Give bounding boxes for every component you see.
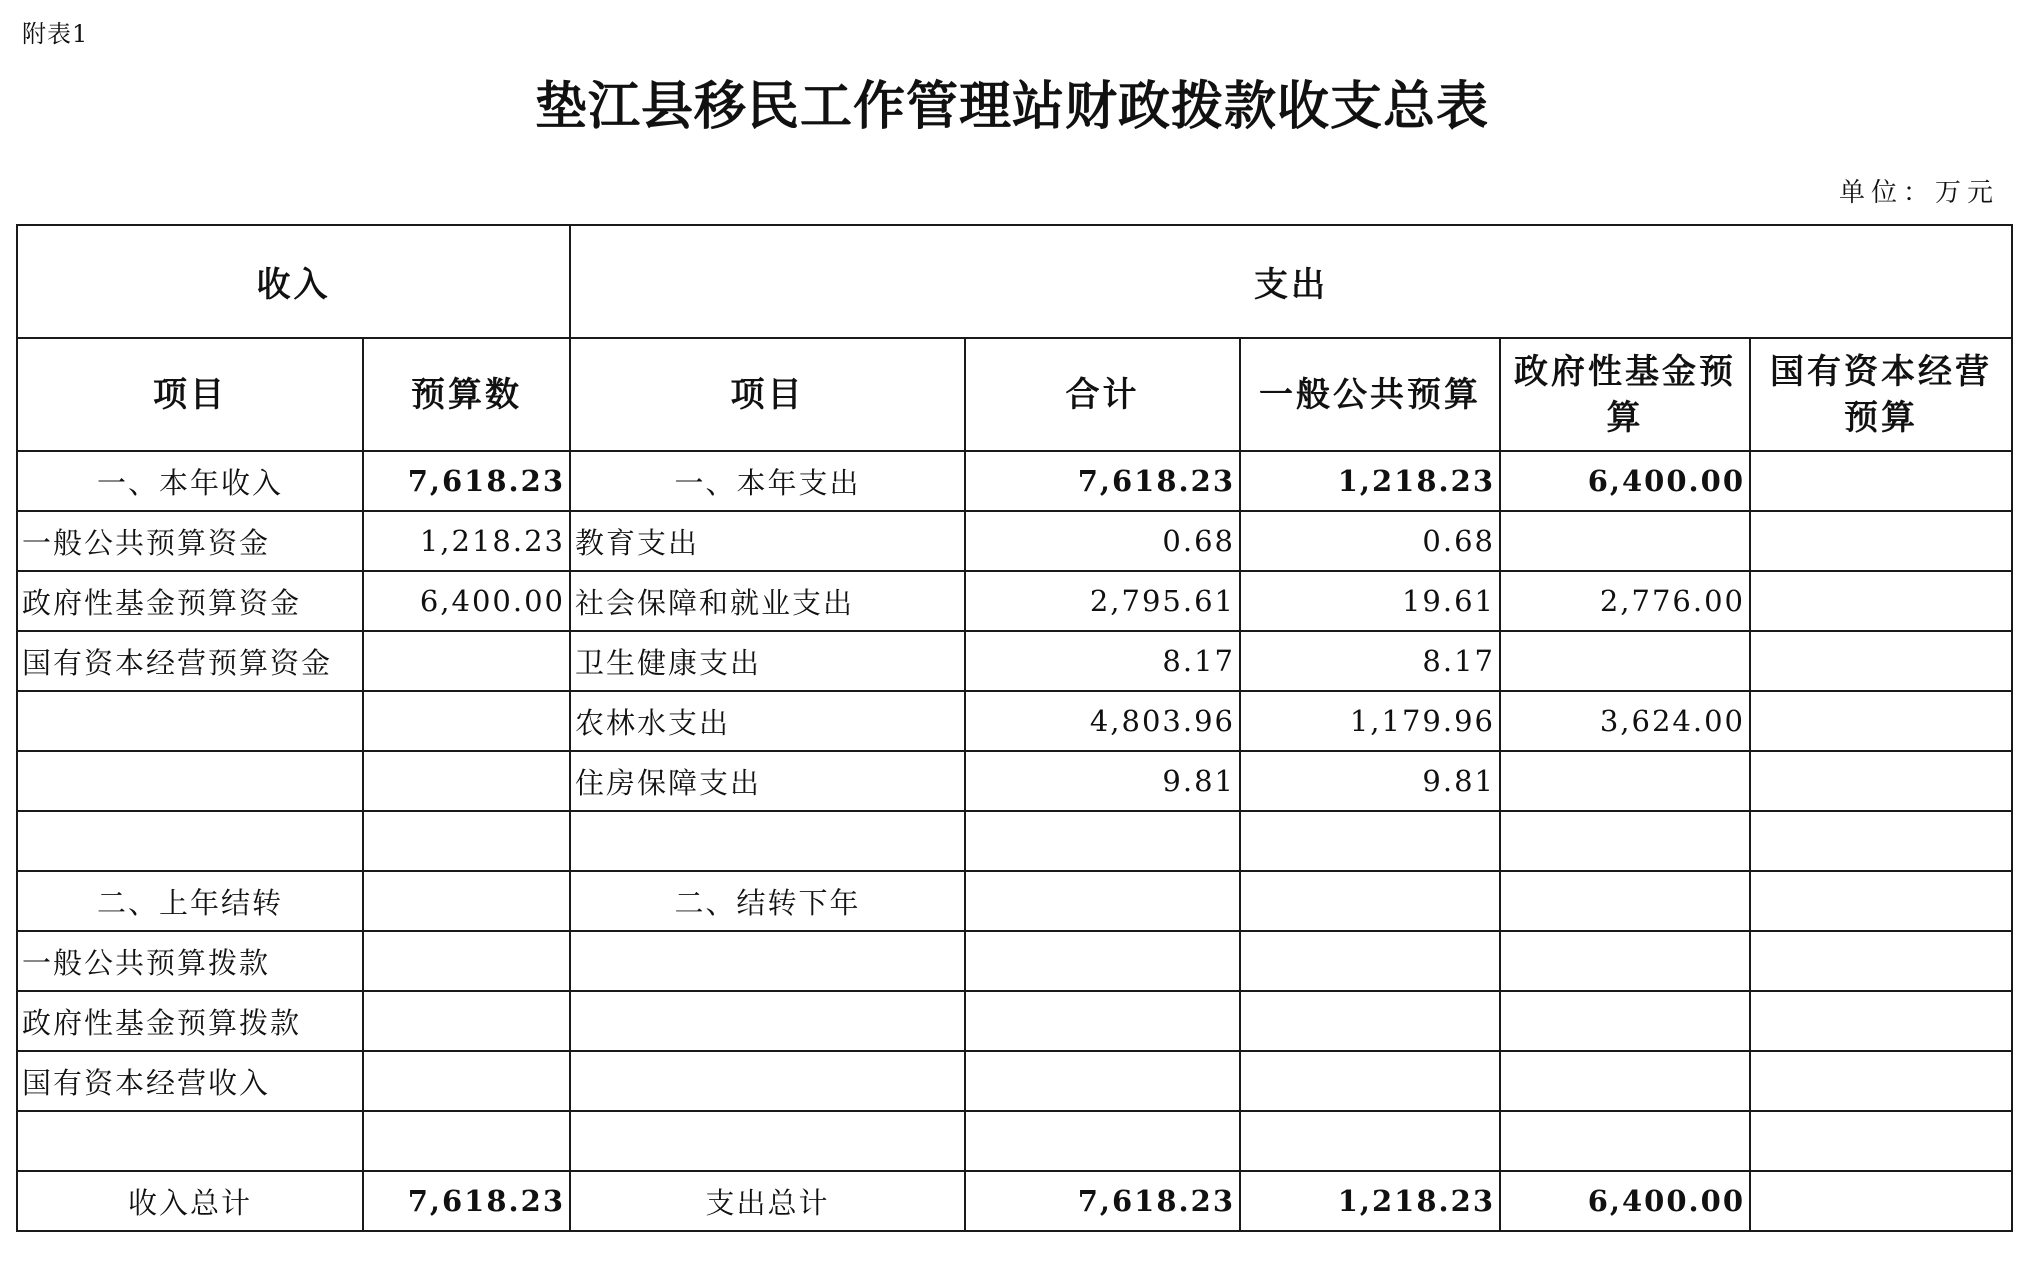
expense-item-cell: 农林水支出 (570, 691, 965, 751)
table-row-grand-total (17, 1171, 2012, 1231)
col-income-budget-header: 预算数 (363, 338, 570, 451)
fund-budget-cell (1500, 871, 1750, 931)
total-cell: 7,618.23 (965, 1171, 1240, 1231)
income-item-cell: 政府性基金预算资金 (17, 571, 363, 631)
total-cell: 9.81 (965, 751, 1240, 811)
income-budget-cell (363, 811, 570, 871)
income-item-cell: 一、本年收入 (17, 451, 363, 511)
expense-item-cell: 社会保障和就业支出 (570, 571, 965, 631)
expense-item-cell (570, 931, 965, 991)
income-item-cell: 政府性基金预算拨款 (17, 991, 363, 1051)
total-cell: 0.68 (965, 511, 1240, 571)
income-item-cell: 国有资本经营收入 (17, 1051, 363, 1111)
state-capital-cell (1750, 451, 2012, 511)
general-budget-cell (1240, 931, 1500, 991)
total-cell (965, 1051, 1240, 1111)
income-budget-cell (363, 751, 570, 811)
total-cell: 2,795.61 (965, 571, 1240, 631)
expense-section-header: 支出 (570, 225, 2012, 338)
general-budget-cell: 1,218.23 (1240, 451, 1500, 511)
state-capital-cell (1750, 991, 2012, 1051)
income-section-header: 收入 (17, 225, 570, 338)
col-state-header: 国有资本经营预算 (1750, 338, 2012, 451)
total-cell: 8.17 (965, 631, 1240, 691)
table-row (17, 691, 2012, 751)
general-budget-cell: 0.68 (1240, 511, 1500, 571)
state-capital-cell (1750, 691, 2012, 751)
general-budget-cell: 1,218.23 (1240, 1171, 1500, 1231)
column-header-row (17, 338, 2012, 451)
fund-budget-cell (1500, 931, 1750, 991)
state-capital-cell (1750, 1111, 2012, 1171)
expense-item-cell (570, 811, 965, 871)
income-total-label: 收入总计 (17, 1171, 363, 1231)
table-row (17, 451, 2012, 511)
total-cell (965, 991, 1240, 1051)
income-item-cell: 一般公共预算拨款 (17, 931, 363, 991)
table-row (17, 571, 2012, 631)
fund-budget-cell: 2,776.00 (1500, 571, 1750, 631)
col-general-header: 一般公共预算 (1240, 338, 1500, 451)
expense-item-cell (570, 1051, 965, 1111)
income-item-cell (17, 691, 363, 751)
col-total-header: 合计 (965, 338, 1240, 451)
income-total-value: 7,618.23 (363, 1171, 570, 1231)
total-cell (965, 931, 1240, 991)
income-budget-cell (363, 691, 570, 751)
total-cell (965, 871, 1240, 931)
annex-label: 附表1 (22, 20, 89, 48)
income-budget-cell (363, 1051, 570, 1111)
income-budget-cell: 1,218.23 (363, 511, 570, 571)
general-budget-cell (1240, 811, 1500, 871)
total-cell: 7,618.23 (965, 451, 1240, 511)
state-capital-cell (1750, 631, 2012, 691)
col-fund-header: 政府性基金预算 (1500, 338, 1750, 451)
unit-label: 单位：万元 (1838, 178, 1999, 208)
total-cell: 4,803.96 (965, 691, 1240, 751)
table-row (17, 931, 2012, 991)
fund-budget-cell (1500, 751, 1750, 811)
col-income-item-header: 项目 (17, 338, 363, 451)
income-budget-cell (363, 931, 570, 991)
table-row (17, 1111, 2012, 1171)
state-capital-cell (1750, 931, 2012, 991)
general-budget-cell (1240, 1051, 1500, 1111)
expense-item-cell (570, 991, 965, 1051)
income-budget-cell: 7,618.23 (363, 451, 570, 511)
income-budget-cell: 6,400.00 (363, 571, 570, 631)
table-row (17, 991, 2012, 1051)
general-budget-cell: 1,179.96 (1240, 691, 1500, 751)
income-item-cell (17, 1111, 363, 1171)
expense-item-cell: 二、结转下年 (570, 871, 965, 931)
income-budget-cell (363, 871, 570, 931)
income-item-cell (17, 751, 363, 811)
income-budget-cell (363, 1111, 570, 1171)
total-cell (965, 811, 1240, 871)
expense-item-cell (570, 1111, 965, 1171)
income-item-cell: 国有资本经营预算资金 (17, 631, 363, 691)
expense-total-label: 支出总计 (570, 1171, 965, 1231)
income-item-cell: 二、上年结转 (17, 871, 363, 931)
fund-budget-cell: 6,400.00 (1500, 1171, 1750, 1231)
fund-budget-cell (1500, 991, 1750, 1051)
table-row (17, 751, 2012, 811)
table-row (17, 631, 2012, 691)
general-budget-cell (1240, 991, 1500, 1051)
fund-budget-cell (1500, 1111, 1750, 1171)
total-cell (965, 1111, 1240, 1171)
page-title: 垫江县移民工作管理站财政拨款收支总表 (534, 76, 1489, 137)
fund-budget-cell (1500, 811, 1750, 871)
fund-budget-cell (1500, 631, 1750, 691)
income-budget-cell (363, 631, 570, 691)
budget-table (16, 224, 2013, 1232)
expense-item-cell: 卫生健康支出 (570, 631, 965, 691)
income-budget-cell (363, 991, 570, 1051)
table-row (17, 511, 2012, 571)
general-budget-cell: 9.81 (1240, 751, 1500, 811)
table-row (17, 811, 2012, 871)
fund-budget-cell: 3,624.00 (1500, 691, 1750, 751)
income-item-cell (17, 811, 363, 871)
expense-item-cell: 教育支出 (570, 511, 965, 571)
general-budget-cell: 19.61 (1240, 571, 1500, 631)
state-capital-cell (1750, 871, 2012, 931)
state-capital-cell (1750, 751, 2012, 811)
expense-item-cell: 一、本年支出 (570, 451, 965, 511)
fund-budget-cell (1500, 1051, 1750, 1111)
income-item-cell: 一般公共预算资金 (17, 511, 363, 571)
table-row (17, 871, 2012, 931)
fund-budget-cell: 6,400.00 (1500, 451, 1750, 511)
state-capital-cell (1750, 1171, 2012, 1231)
section-header-row (17, 225, 2012, 338)
general-budget-cell (1240, 871, 1500, 931)
col-expense-item-header: 项目 (570, 338, 965, 451)
state-capital-cell (1750, 571, 2012, 631)
state-capital-cell (1750, 1051, 2012, 1111)
expense-item-cell: 住房保障支出 (570, 751, 965, 811)
state-capital-cell (1750, 511, 2012, 571)
table-row (17, 1051, 2012, 1111)
fund-budget-cell (1500, 511, 1750, 571)
general-budget-cell: 8.17 (1240, 631, 1500, 691)
general-budget-cell (1240, 1111, 1500, 1171)
state-capital-cell (1750, 811, 2012, 871)
